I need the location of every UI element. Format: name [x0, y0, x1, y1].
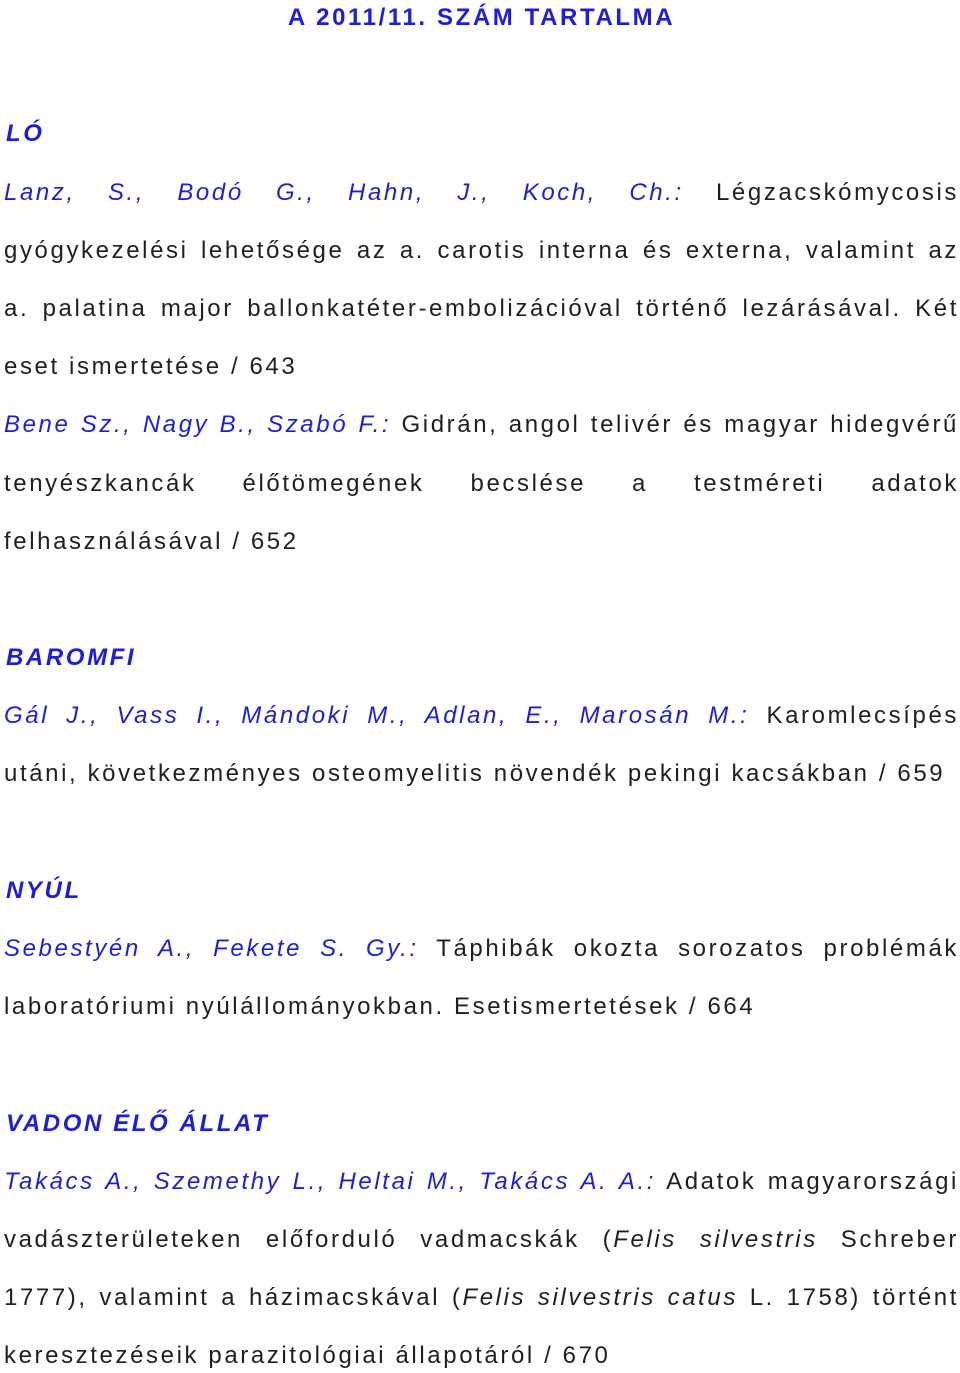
- toc-line: [4, 1225, 959, 1255]
- toc-line: a. palatina major ballonkatéter-embolizációval történő lezárásával. Két: [4, 294, 959, 322]
- entry-title-text: Karomlecsípés: [766, 702, 959, 730]
- toc-entry: [4, 410, 959, 556]
- toc-line: [4, 410, 959, 440]
- page-title: A 2011/11. SZÁM TARTALMA: [287, 4, 676, 31]
- toc-entry: [4, 934, 959, 1022]
- section-heading: NYÚL: [6, 876, 82, 904]
- entry-title-text: vadászterületeken előforduló vadmacskák (: [4, 1226, 614, 1253]
- section-nyul: [4, 876, 959, 1022]
- entry-authors: Lanz, S., Bodó G., Hahn, J., Koch, Ch.:: [4, 178, 684, 206]
- entry-authors: Sebestyén A., Fekete S. Gy.:: [4, 935, 419, 963]
- entry-title-text: Adatok magyarországi: [666, 1167, 959, 1195]
- toc-line: [4, 178, 959, 208]
- entry-title-text: Schreber: [840, 1226, 959, 1253]
- toc-line: felhasználásával / 652: [4, 527, 299, 555]
- toc-entry: [4, 1167, 959, 1372]
- toc-line: [4, 701, 959, 731]
- toc-line: keresztezéseik parazitológiai állapotáról / 670: [4, 1342, 611, 1370]
- entry-title-text: 1777), valamint a házimacskával (: [4, 1284, 463, 1312]
- entry-authors: Takács A., Szemethy L., Heltai M., Takács A. A.:: [4, 1167, 657, 1195]
- toc-line: [4, 1167, 959, 1197]
- species-name: Felis silvestris: [613, 1226, 818, 1253]
- section-heading: VADON ÉLŐ ÁLLAT: [6, 1109, 270, 1137]
- toc-entry: [4, 178, 959, 383]
- section-vadon-elo-allat: [4, 1109, 959, 1372]
- section-heading: LÓ: [6, 120, 45, 148]
- toc-document: [4, 3, 959, 1371]
- toc-line: [4, 934, 959, 964]
- entry-title-text: Táphibák okozta sorozatos problémák: [436, 935, 959, 963]
- toc-line: utáni, következményes osteomyelitis növendék pekingi kacsákban / 659: [4, 760, 946, 788]
- entry-title-text: Légzacskómycosis: [715, 178, 959, 206]
- toc-line: gyógykezelési lehetősége az a. carotis interna és externa, valamint az: [4, 236, 959, 264]
- toc-line: laboratóriumi nyúlállományokban. Esetismertetések / 664: [4, 993, 756, 1021]
- entry-title-text: Gidrán, angol telivér és magyar hidegvérű: [401, 411, 959, 439]
- entry-authors: Gál J., Vass I., Mándoki M., Adlan, E., Marosán M.:: [4, 702, 750, 730]
- species-name: Felis silvestris catus: [462, 1284, 738, 1312]
- toc-line: [4, 1283, 959, 1313]
- toc-line: eset ismertetése / 643: [4, 353, 298, 381]
- entry-title-text: L. 1758) történt: [749, 1284, 959, 1312]
- section-baromfi: [4, 643, 959, 789]
- entry-authors: Bene Sz., Nagy B., Szabó F.:: [4, 411, 392, 439]
- toc-entry: [4, 701, 959, 789]
- section-lo: [4, 119, 959, 556]
- section-heading: BAROMFI: [6, 644, 137, 672]
- toc-line: tenyészkancák élőtömegének becslése a testméreti adatok: [4, 469, 959, 497]
